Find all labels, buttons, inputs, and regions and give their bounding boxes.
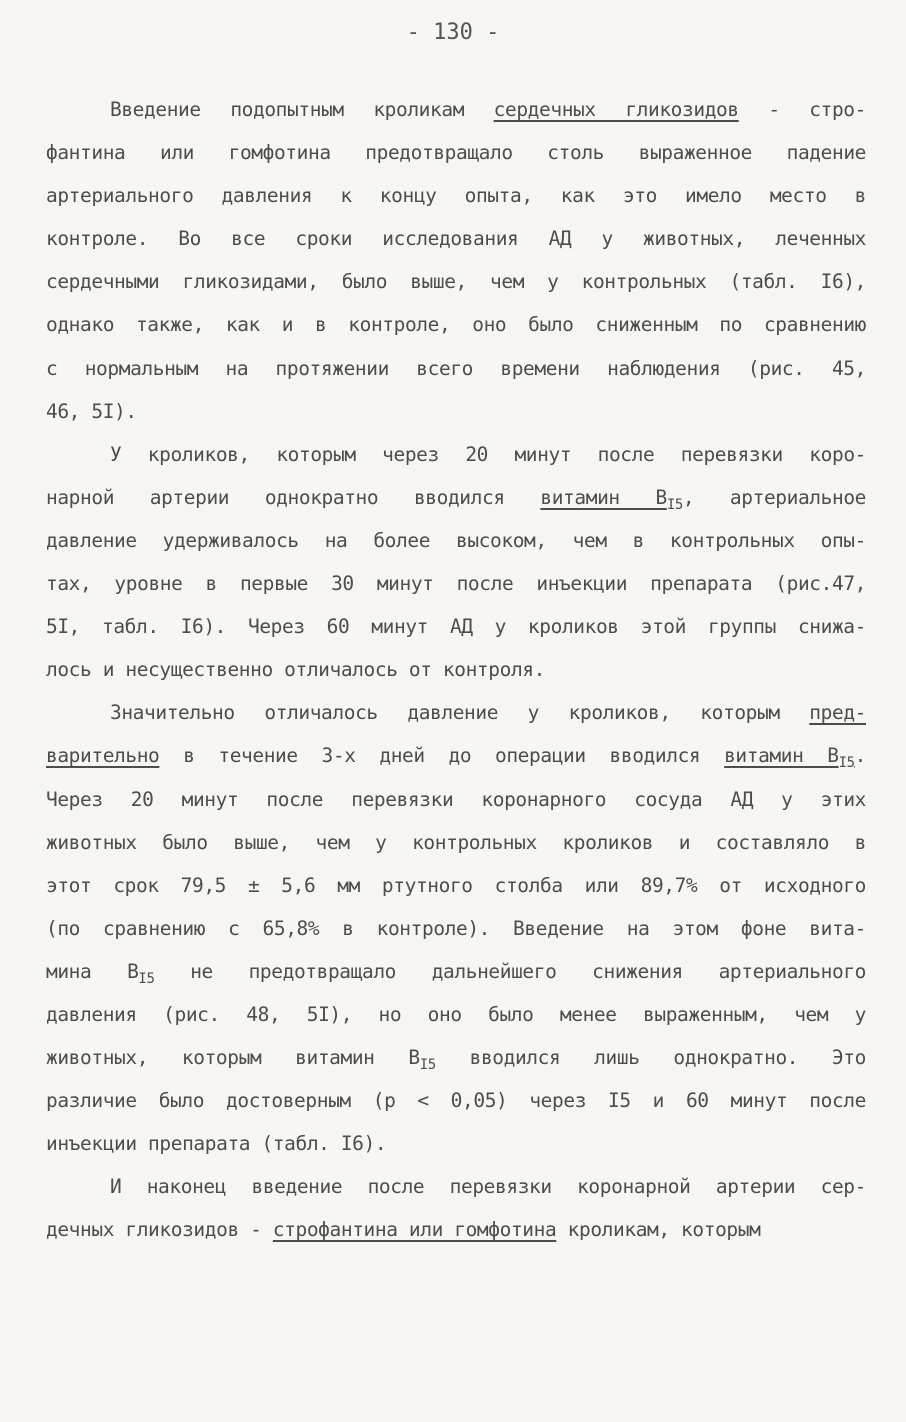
text-line <box>46 821 866 864</box>
text-line <box>46 1036 866 1079</box>
text-run: У кроликов, которым через 20 минут после перевязки коро- <box>110 442 866 466</box>
text-line <box>46 476 866 519</box>
text-run: Через 20 минут после перевязки коронарного сосуда АД у этих <box>46 787 866 811</box>
text-run: тах, уровне в первые 30 минут после инъекции препарата (рис.47, <box>46 572 866 596</box>
text-run: нарной артерии однократно вводился <box>46 485 541 509</box>
text-run: сердечными гликозидами, было выше, чем у контрольных (табл. I6), <box>46 270 866 294</box>
text-line <box>46 648 866 691</box>
text-line <box>46 131 866 174</box>
text-line <box>46 88 866 131</box>
text-run: давления (рис. 48, 5I), но оно было менее выраженным, чем у <box>46 1002 866 1026</box>
text-line <box>46 303 866 346</box>
text-run: контроле. Во все сроки исследования АД у животных, леченных <box>46 227 866 251</box>
text-line <box>46 347 866 390</box>
text-run: кроликам, которым <box>556 1218 761 1242</box>
subscript: I5 <box>838 755 855 772</box>
text-line <box>46 562 866 605</box>
text-line <box>46 734 866 777</box>
text-line <box>46 778 866 821</box>
text-run: Введение подопытным кроликам <box>110 98 494 121</box>
text-line <box>46 993 866 1036</box>
underlined-term: сердечных гликозидов <box>493 98 739 121</box>
text-run: животных было выше, чем у контрольных кроликов и составляло в <box>46 830 866 854</box>
text-line <box>46 950 866 993</box>
body-text <box>46 88 866 1252</box>
text-run: И наконец введение после перевязки коронарной артерии сер- <box>110 1175 866 1199</box>
text-run: давление удерживалось на более высоком, чем в контрольных опы- <box>46 528 866 552</box>
text-line <box>46 1079 866 1122</box>
text-run: этот срок 79,5 ± 5,6 мм ртутного столба или 89,7% от исходного <box>46 873 866 897</box>
subscript: I5 <box>666 496 683 513</box>
text-run: - стро- <box>738 98 866 121</box>
text-run: (по сравнению с 65,8% в контроле). Введение на этом фоне вита- <box>46 916 866 940</box>
text-line <box>46 1165 866 1208</box>
underlined-term: строфантина или гомфотина <box>272 1218 557 1242</box>
text-line <box>46 217 866 260</box>
subscript: I5 <box>419 1057 436 1074</box>
text-run: вводился лишь однократно. Это <box>435 1046 866 1070</box>
text-run: , артериальное <box>682 485 867 509</box>
text-line <box>46 390 866 433</box>
subscript: I5 <box>138 970 155 987</box>
text-line <box>46 260 866 303</box>
text-line <box>46 907 866 950</box>
text-run: в течение 3-х дней до операции вводился <box>159 744 725 768</box>
underlined-term: пред- <box>809 701 866 725</box>
underlined-term: витамин $В_{I5}$ <box>724 744 855 772</box>
text-run: артериального давления к концу опыта, как это имело место в <box>46 184 866 208</box>
text-line <box>46 1208 866 1251</box>
text-run: . <box>854 744 866 768</box>
underlined-term: витамин $В_{I5}$ <box>540 485 683 513</box>
page-number: - 130 - <box>406 20 500 45</box>
text-run: лось и несущественно отличалось от контроля. <box>46 658 545 682</box>
text-line <box>46 1122 866 1165</box>
text-run: мина В <box>46 959 139 983</box>
text-run: дечных гликозидов - <box>46 1218 273 1242</box>
text-line <box>46 433 866 476</box>
text-line <box>46 864 866 907</box>
text-run: 46, 5I). <box>46 399 137 423</box>
text-run: 5I, табл. I6). Через 60 минут АД у кроликов этой группы снижа- <box>46 615 866 639</box>
text-line <box>46 174 866 217</box>
text-run: различие было достоверным (р < 0,05) через I5 и 60 минут после <box>46 1089 866 1113</box>
text-run: не предотвращало дальнейшего снижения артериального <box>154 959 867 983</box>
underlined-term: варительно <box>46 744 160 768</box>
text-run: фантина или гомфотина предотвращало столь выраженное падение <box>46 141 866 165</box>
text-run: однако также, как и в контроле, оно было сниженным по сравнению <box>46 313 866 337</box>
text-run: с нормальным на протяжении всего времени наблюдения (рис. 45, <box>46 356 866 380</box>
text-run: Значительно отличалось давление у кроликов, которым <box>110 701 810 725</box>
text-run: животных, которым витамин В <box>46 1046 420 1070</box>
text-line <box>46 691 866 734</box>
text-line <box>46 605 866 648</box>
text-run: инъекции препарата (табл. I6). <box>46 1132 387 1156</box>
text-line <box>46 519 866 562</box>
